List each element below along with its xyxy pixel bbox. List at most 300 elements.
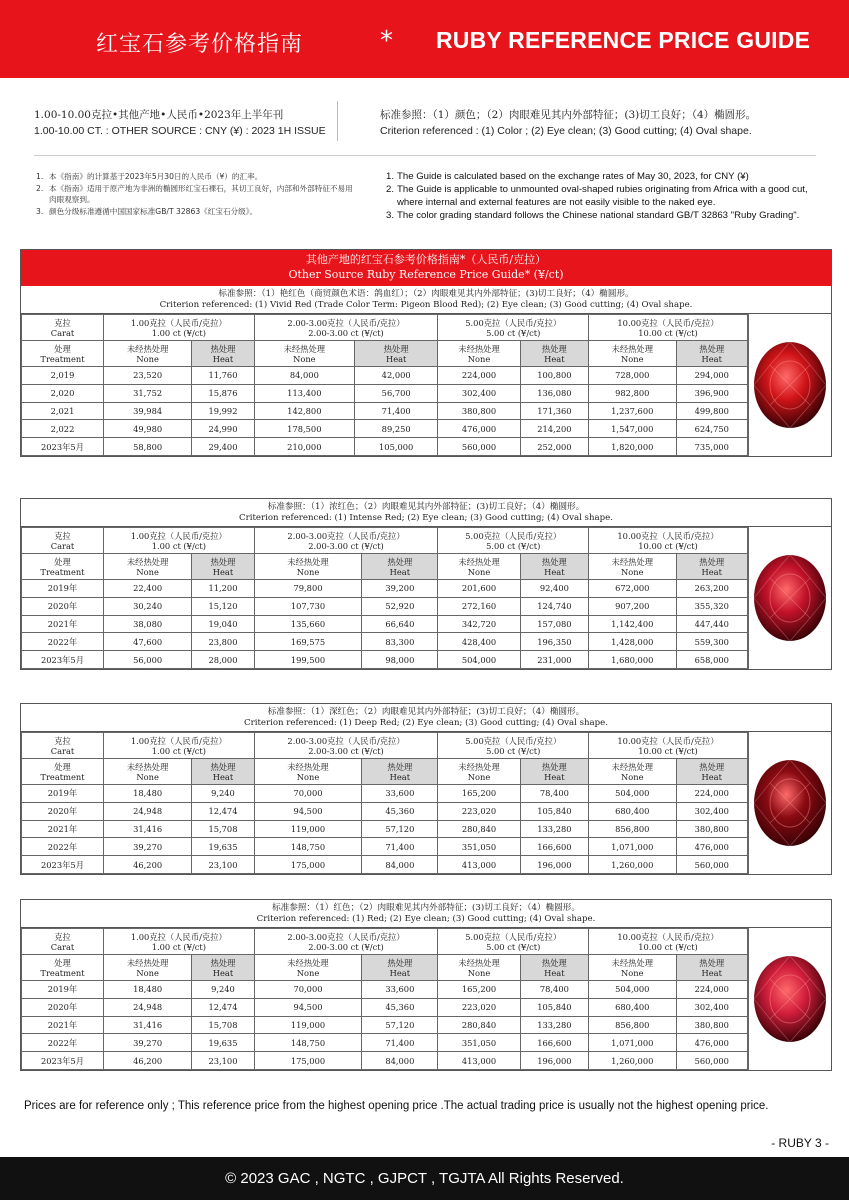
price-cell: 504,000 <box>589 981 676 999</box>
treatment-none-header: 未经热处理 None <box>104 341 192 367</box>
treatment-header-row <box>22 554 748 580</box>
criterion-cn: 标准参照：（1）浓红色；（2）肉眼难见其内外部特征；(3)切工良好；（4）椭圆形。 <box>267 502 585 512</box>
note-number: 3. <box>36 206 44 216</box>
treatment-none-header: 未经热处理 None <box>438 759 520 785</box>
notes-cn <box>36 171 356 217</box>
table-row <box>22 580 748 598</box>
price-cell: 39,200 <box>362 580 438 598</box>
table-row <box>22 820 748 838</box>
price-cell: 165,200 <box>438 981 520 999</box>
criterion-cn: 标准参照：（1）深红色；（2）肉眼难见其内外部特征；(3)切工良好；（4）椭圆形。 <box>267 707 585 717</box>
year-cell: 2,020 <box>22 384 104 402</box>
price-cell: 907,200 <box>589 597 676 615</box>
table-title-en: Other Source Ruby Reference Price Guide* (¥/ct) <box>288 267 564 281</box>
price-cell: 169,575 <box>254 633 362 651</box>
price-cell: 559,300 <box>676 633 748 651</box>
carat-size-header: 1.00克拉（人民币/克拉） 1.00 ct (¥/ct) <box>104 528 255 554</box>
note-text: The color grading standard follows the Chinese national standard GB/T 32863 "Ruby Grading". <box>397 210 800 221</box>
price-cell: 46,200 <box>104 1052 192 1070</box>
criterion-en: Criterion referenced: (1) Deep Red; (2) Eye clean; (3) Good cutting; (4) Oval shape. <box>244 718 608 728</box>
treatment-heat-header: 热处理 Heat <box>520 955 588 981</box>
price-cell: 447,440 <box>676 615 748 633</box>
table-title-cn: 其他产地的红宝石参考价格指南*（人民币/克拉） <box>305 253 547 266</box>
price-cell: 560,000 <box>438 438 520 456</box>
price-cell: 252,000 <box>520 438 588 456</box>
price-cell: 476,000 <box>676 1034 748 1052</box>
price-cell: 1,071,000 <box>589 1034 676 1052</box>
price-cell: 38,080 <box>104 615 192 633</box>
price-cell: 58,800 <box>104 438 192 456</box>
table-row <box>22 651 748 669</box>
treatment-none-header: 未经热处理 None <box>438 554 520 580</box>
table-row <box>22 998 748 1016</box>
price-cell: 33,600 <box>362 981 438 999</box>
treatment-heat-header: 热处理 Heat <box>520 554 588 580</box>
price-cell: 735,000 <box>676 438 748 456</box>
price-cell: 380,800 <box>676 820 748 838</box>
price-cell: 231,000 <box>520 651 588 669</box>
price-cell: 23,100 <box>192 1052 254 1070</box>
treatment-label: 处理 Treatment <box>22 341 104 367</box>
price-cell: 560,000 <box>676 1052 748 1070</box>
carat-size-header: 2.00-3.00克拉（人民币/克拉） 2.00-3.00 ct (¥/ct) <box>254 733 438 759</box>
carat-label: 克拉 Carat <box>22 929 104 955</box>
carat-size-header: 5.00克拉（人民币/克拉） 5.00 ct (¥/ct) <box>438 528 589 554</box>
price-cell: 428,400 <box>438 633 520 651</box>
ruby-image <box>748 527 831 669</box>
table-row <box>22 1052 748 1070</box>
price-cell: 49,980 <box>104 420 192 438</box>
price-cell: 23,800 <box>192 633 254 651</box>
price-cell: 105,840 <box>520 998 588 1016</box>
price-cell: 94,500 <box>254 998 362 1016</box>
price-cell: 856,800 <box>589 820 676 838</box>
year-cell: 2023年5月 <box>22 651 104 669</box>
criterion-cn: 标准参照：（1）艳红色（商贸颜色术语：鸽血红）；（2）肉眼难见其内外部特征；(3)切工良好；（4）椭圆形。 <box>218 289 634 299</box>
year-cell: 2021年 <box>22 1016 104 1034</box>
year-cell: 2022年 <box>22 1034 104 1052</box>
criterion-cn: 标准参照：（1）红色；（2）肉眼难见其内外部特征；(3)切工良好；（4）椭圆形。 <box>272 903 580 913</box>
treatment-heat-header: 热处理 Heat <box>520 341 588 367</box>
price-cell: 148,750 <box>254 1034 362 1052</box>
price-cell: 57,120 <box>362 1016 438 1034</box>
note-text: 颜色分级标准遵循中国国家标准GB/T 32863《红宝石分级》。 <box>49 206 258 216</box>
table-row <box>22 384 748 402</box>
year-cell: 2020年 <box>22 998 104 1016</box>
price-cell: 199,500 <box>254 651 362 669</box>
treatment-heat-header: 热处理 Heat <box>362 955 438 981</box>
carat-size-header: 1.00克拉（人民币/克拉） 1.00 ct (¥/ct) <box>104 929 255 955</box>
price-cell: 31,752 <box>104 384 192 402</box>
ruby-image <box>748 314 831 456</box>
price-cell: 66,640 <box>362 615 438 633</box>
price-cell: 18,480 <box>104 981 192 999</box>
price-cell: 224,000 <box>676 981 748 999</box>
info-divider <box>337 101 338 141</box>
price-cell: 413,000 <box>438 1052 520 1070</box>
price-cell: 33,600 <box>362 785 438 803</box>
price-cell: 113,400 <box>254 384 354 402</box>
price-cell: 39,270 <box>104 838 192 856</box>
price-cell: 171,360 <box>520 402 588 420</box>
treatment-heat-header: 热处理 Heat <box>676 554 748 580</box>
price-cell: 224,000 <box>438 367 520 385</box>
year-cell: 2023年5月 <box>22 856 104 874</box>
price-cell: 18,480 <box>104 785 192 803</box>
price-cell: 119,000 <box>254 1016 362 1034</box>
price-cell: 31,416 <box>104 820 192 838</box>
oval-ruby-icon <box>752 954 828 1044</box>
treatment-label: 处理 Treatment <box>22 554 104 580</box>
price-cell: 210,000 <box>254 438 354 456</box>
price-cell: 19,635 <box>192 1034 254 1052</box>
treatment-none-header: 未经热处理 None <box>589 341 676 367</box>
treatment-none-header: 未经热处理 None <box>254 554 362 580</box>
year-cell: 2,019 <box>22 367 104 385</box>
page-header <box>0 0 849 78</box>
price-cell: 342,720 <box>438 615 520 633</box>
carat-header-row <box>22 528 748 554</box>
carat-size-header: 10.00克拉（人民币/克拉） 10.00 ct (¥/ct) <box>589 929 748 955</box>
price-cell: 89,250 <box>355 420 438 438</box>
price-cell: 263,200 <box>676 580 748 598</box>
table-title <box>21 250 831 286</box>
treatment-heat-header: 热处理 Heat <box>192 554 254 580</box>
treatment-header-row <box>22 341 748 367</box>
note-cn <box>36 183 356 206</box>
price-cell: 23,520 <box>104 367 192 385</box>
criterion-info-en: Criterion referenced : (1) Color ; (2) Eye clean; (3) Good cutting; (4) Oval shape. <box>380 125 752 137</box>
year-cell: 2019年 <box>22 981 104 999</box>
year-cell: 2020年 <box>22 802 104 820</box>
price-cell: 396,900 <box>676 384 748 402</box>
price-cell: 476,000 <box>438 420 520 438</box>
treatment-heat-header: 热处理 Heat <box>192 341 254 367</box>
carat-size-header: 10.00克拉（人民币/克拉） 10.00 ct (¥/ct) <box>589 315 748 341</box>
price-table <box>21 928 748 1070</box>
price-cell: 98,000 <box>362 651 438 669</box>
price-cell: 1,071,000 <box>589 838 676 856</box>
year-cell: 2023年5月 <box>22 438 104 456</box>
price-cell: 504,000 <box>438 651 520 669</box>
price-cell: 302,400 <box>438 384 520 402</box>
price-cell: 1,260,000 <box>589 856 676 874</box>
table-row <box>22 838 748 856</box>
table-row <box>22 615 748 633</box>
edition-info-en: 1.00-10.00 CT. : OTHER SOURCE : CNY (¥) : 2023 1H ISSUE <box>34 125 326 137</box>
price-cell: 15,876 <box>192 384 254 402</box>
price-cell: 24,990 <box>192 420 254 438</box>
price-cell: 175,000 <box>254 856 362 874</box>
oval-ruby-icon <box>752 340 828 430</box>
price-cell: 19,635 <box>192 838 254 856</box>
treatment-header-row <box>22 955 748 981</box>
price-cell: 78,400 <box>520 785 588 803</box>
price-cell: 107,730 <box>254 597 362 615</box>
note-cn <box>36 171 356 183</box>
year-cell: 2021年 <box>22 615 104 633</box>
price-cell: 223,020 <box>438 802 520 820</box>
price-cell: 560,000 <box>676 856 748 874</box>
price-cell: 52,920 <box>362 597 438 615</box>
price-table <box>21 732 748 874</box>
price-cell: 224,000 <box>676 785 748 803</box>
note-number: 3. <box>386 210 395 221</box>
carat-size-header: 5.00克拉（人民币/克拉） 5.00 ct (¥/ct) <box>438 733 589 759</box>
page-number: - RUBY 3 - <box>771 1136 829 1150</box>
price-table <box>21 527 748 669</box>
table-row <box>22 438 748 456</box>
notes-en <box>386 170 831 222</box>
table-row <box>22 802 748 820</box>
price-cell: 83,300 <box>362 633 438 651</box>
ruby-image <box>748 732 831 874</box>
price-cell: 1,260,000 <box>589 1052 676 1070</box>
edition-info <box>34 107 334 139</box>
price-cell: 39,270 <box>104 1034 192 1052</box>
treatment-none-header: 未经热处理 None <box>254 955 362 981</box>
price-table-block <box>20 249 832 457</box>
price-cell: 15,708 <box>192 820 254 838</box>
carat-header-row <box>22 733 748 759</box>
note-en <box>386 183 831 209</box>
treatment-none-header: 未经热处理 None <box>254 341 354 367</box>
carat-size-header: 10.00克拉（人民币/克拉） 10.00 ct (¥/ct) <box>589 733 748 759</box>
note-number: 1. <box>386 171 395 182</box>
treatment-heat-header: 热处理 Heat <box>192 759 254 785</box>
treatment-none-header: 未经热处理 None <box>104 955 192 981</box>
table-row <box>22 1034 748 1052</box>
price-cell: 100,800 <box>520 367 588 385</box>
price-cell: 42,000 <box>355 367 438 385</box>
treatment-none-header: 未经热处理 None <box>254 759 362 785</box>
oval-ruby-icon <box>752 758 828 848</box>
section-divider <box>34 155 816 156</box>
price-cell: 142,800 <box>254 402 354 420</box>
price-cell: 47,600 <box>104 633 192 651</box>
price-cell: 28,000 <box>192 651 254 669</box>
price-cell: 380,800 <box>676 1016 748 1034</box>
note-number: 1. <box>36 172 44 181</box>
year-cell: 2019年 <box>22 580 104 598</box>
price-cell: 178,500 <box>254 420 354 438</box>
treatment-heat-header: 热处理 Heat <box>676 759 748 785</box>
price-cell: 79,800 <box>254 580 362 598</box>
price-cell: 165,200 <box>438 785 520 803</box>
carat-header-row <box>22 929 748 955</box>
price-cell: 45,360 <box>362 802 438 820</box>
price-cell: 92,400 <box>520 580 588 598</box>
price-cell: 302,400 <box>676 802 748 820</box>
price-cell: 78,400 <box>520 981 588 999</box>
price-cell: 22,400 <box>104 580 192 598</box>
price-cell: 728,000 <box>589 367 676 385</box>
price-table-block <box>20 899 832 1071</box>
treatment-none-header: 未经热处理 None <box>589 955 676 981</box>
price-cell: 302,400 <box>676 998 748 1016</box>
price-cell: 45,360 <box>362 998 438 1016</box>
treatment-heat-header: 热处理 Heat <box>362 759 438 785</box>
table-row <box>22 785 748 803</box>
price-cell: 12,474 <box>192 802 254 820</box>
table-row <box>22 597 748 615</box>
price-cell: 11,200 <box>192 580 254 598</box>
price-table-block <box>20 498 832 670</box>
price-cell: 70,000 <box>254 785 362 803</box>
treatment-heat-header: 热处理 Heat <box>676 955 748 981</box>
disclaimer: Prices are for reference only ; This reference price from the highest opening price .The actual trading price is usually not the highest opening price. <box>24 1100 769 1112</box>
price-cell: 1,680,000 <box>589 651 676 669</box>
price-cell: 136,080 <box>520 384 588 402</box>
price-cell: 476,000 <box>676 838 748 856</box>
price-cell: 84,000 <box>254 367 354 385</box>
price-cell: 982,800 <box>589 384 676 402</box>
price-cell: 658,000 <box>676 651 748 669</box>
price-cell: 9,240 <box>192 981 254 999</box>
price-cell: 1,237,600 <box>589 402 676 420</box>
note-en <box>386 209 831 222</box>
price-cell: 84,000 <box>362 856 438 874</box>
price-cell: 84,000 <box>362 1052 438 1070</box>
price-cell: 201,600 <box>438 580 520 598</box>
note-text: The Guide is applicable to unmounted oval-shaped rubies originating from Africa with a good cut, where internal and external features are not easily visible to the naked eye. <box>397 184 808 208</box>
price-cell: 856,800 <box>589 1016 676 1034</box>
treatment-heat-header: 热处理 Heat <box>520 759 588 785</box>
carat-header-row <box>22 315 748 341</box>
treatment-heat-header: 热处理 Heat <box>355 341 438 367</box>
price-cell: 166,600 <box>520 838 588 856</box>
price-cell: 196,350 <box>520 633 588 651</box>
price-cell: 1,547,000 <box>589 420 676 438</box>
price-cell: 380,800 <box>438 402 520 420</box>
price-cell: 196,000 <box>520 856 588 874</box>
price-cell: 56,000 <box>104 651 192 669</box>
note-text: 本《指南》适用于原产地为非洲的椭圆形红宝石裸石，其切工良好，内部和外部特征不易用肉眼观察到。 <box>49 183 353 204</box>
year-cell: 2,022 <box>22 420 104 438</box>
header-title-en: RUBY REFERENCE PRICE GUIDE <box>436 27 811 53</box>
table-row <box>22 981 748 999</box>
table-criterion <box>21 286 831 314</box>
price-cell: 351,050 <box>438 838 520 856</box>
price-cell: 15,708 <box>192 1016 254 1034</box>
price-cell: 351,050 <box>438 1034 520 1052</box>
note-number: 2. <box>386 184 395 195</box>
table-row <box>22 1016 748 1034</box>
price-cell: 94,500 <box>254 802 362 820</box>
price-cell: 280,840 <box>438 820 520 838</box>
price-cell: 9,240 <box>192 785 254 803</box>
treatment-none-header: 未经热处理 None <box>104 759 192 785</box>
price-cell: 11,760 <box>192 367 254 385</box>
table-row <box>22 420 748 438</box>
criterion-en: Criterion referenced: (1) Intense Red; (2) Eye clean; (3) Good cutting; (4) Oval shape. <box>239 513 613 523</box>
treatment-heat-header: 热处理 Heat <box>192 955 254 981</box>
price-cell: 624,750 <box>676 420 748 438</box>
criterion-info-cn: 标准参照：（1）颜色；（2）肉眼难见其内外部特征；(3)切工良好；（4）椭圆形。 <box>380 109 757 121</box>
price-cell: 29,400 <box>192 438 254 456</box>
copyright-footer: © 2023 GAC , NGTC , GJPCT , TGJTA All Rights Reserved. <box>0 1157 849 1200</box>
price-cell: 294,000 <box>676 367 748 385</box>
treatment-none-header: 未经热处理 None <box>589 759 676 785</box>
price-cell: 166,600 <box>520 1034 588 1052</box>
year-cell: 2022年 <box>22 633 104 651</box>
carat-label: 克拉 Carat <box>22 733 104 759</box>
price-cell: 71,400 <box>362 838 438 856</box>
price-cell: 57,120 <box>362 820 438 838</box>
header-separator: * <box>380 26 393 56</box>
price-cell: 30,240 <box>104 597 192 615</box>
price-cell: 71,400 <box>362 1034 438 1052</box>
note-cn <box>36 206 356 218</box>
price-cell: 124,740 <box>520 597 588 615</box>
price-cell: 46,200 <box>104 856 192 874</box>
price-cell: 413,000 <box>438 856 520 874</box>
note-number: 2. <box>36 183 44 193</box>
oval-ruby-icon <box>752 553 828 643</box>
table-row <box>22 856 748 874</box>
carat-size-header: 1.00克拉（人民币/克拉） 1.00 ct (¥/ct) <box>104 733 255 759</box>
price-cell: 19,992 <box>192 402 254 420</box>
treatment-header-row <box>22 759 748 785</box>
price-cell: 175,000 <box>254 1052 362 1070</box>
carat-label: 克拉 Carat <box>22 528 104 554</box>
table-row <box>22 633 748 651</box>
table-row <box>22 367 748 385</box>
treatment-heat-header: 热处理 Heat <box>676 341 748 367</box>
table-criterion <box>21 704 831 732</box>
price-cell: 133,280 <box>520 820 588 838</box>
carat-label: 克拉 Carat <box>22 315 104 341</box>
price-table-block <box>20 703 832 875</box>
carat-size-header: 2.00-3.00克拉（人民币/克拉） 2.00-3.00 ct (¥/ct) <box>254 929 438 955</box>
price-cell: 23,100 <box>192 856 254 874</box>
price-cell: 680,400 <box>589 802 676 820</box>
price-cell: 355,320 <box>676 597 748 615</box>
carat-size-header: 5.00克拉（人民币/克拉） 5.00 ct (¥/ct) <box>438 929 589 955</box>
criterion-en: Criterion referenced: (1) Red; (2) Eye clean; (3) Good cutting; (4) Oval shape. <box>256 914 596 924</box>
ruby-image <box>748 928 831 1070</box>
price-cell: 1,820,000 <box>589 438 676 456</box>
price-cell: 223,020 <box>438 998 520 1016</box>
year-cell: 2023年5月 <box>22 1052 104 1070</box>
year-cell: 2019年 <box>22 785 104 803</box>
price-cell: 148,750 <box>254 838 362 856</box>
carat-size-header: 5.00克拉（人民币/克拉） 5.00 ct (¥/ct) <box>438 315 589 341</box>
carat-size-header: 2.00-3.00克拉（人民币/克拉） 2.00-3.00 ct (¥/ct) <box>254 528 438 554</box>
treatment-none-header: 未经热处理 None <box>104 554 192 580</box>
price-cell: 1,142,400 <box>589 615 676 633</box>
table-row <box>22 402 748 420</box>
table-criterion <box>21 499 831 527</box>
treatment-none-header: 未经热处理 None <box>438 955 520 981</box>
price-cell: 105,000 <box>355 438 438 456</box>
price-cell: 499,800 <box>676 402 748 420</box>
price-cell: 680,400 <box>589 998 676 1016</box>
year-cell: 2022年 <box>22 838 104 856</box>
price-cell: 280,840 <box>438 1016 520 1034</box>
carat-size-header: 1.00克拉（人民币/克拉） 1.00 ct (¥/ct) <box>104 315 255 341</box>
treatment-none-header: 未经热处理 None <box>438 341 520 367</box>
price-cell: 196,000 <box>520 1052 588 1070</box>
edition-info-cn: 1.00-10.00克拉•其他产地•人民币•2023年上半年刊 <box>34 109 284 121</box>
treatment-label: 处理 Treatment <box>22 955 104 981</box>
price-cell: 24,948 <box>104 802 192 820</box>
price-cell: 71,400 <box>355 402 438 420</box>
carat-size-header: 2.00-3.00克拉（人民币/克拉） 2.00-3.00 ct (¥/ct) <box>254 315 438 341</box>
year-cell: 2,021 <box>22 402 104 420</box>
price-cell: 272,160 <box>438 597 520 615</box>
criterion-en: Criterion referenced: (1) Vivid Red (Trade Color Term: Pigeon Blood Red); (2) Eye clean; (3) Good cutting; (4) Oval shape. <box>159 300 693 310</box>
